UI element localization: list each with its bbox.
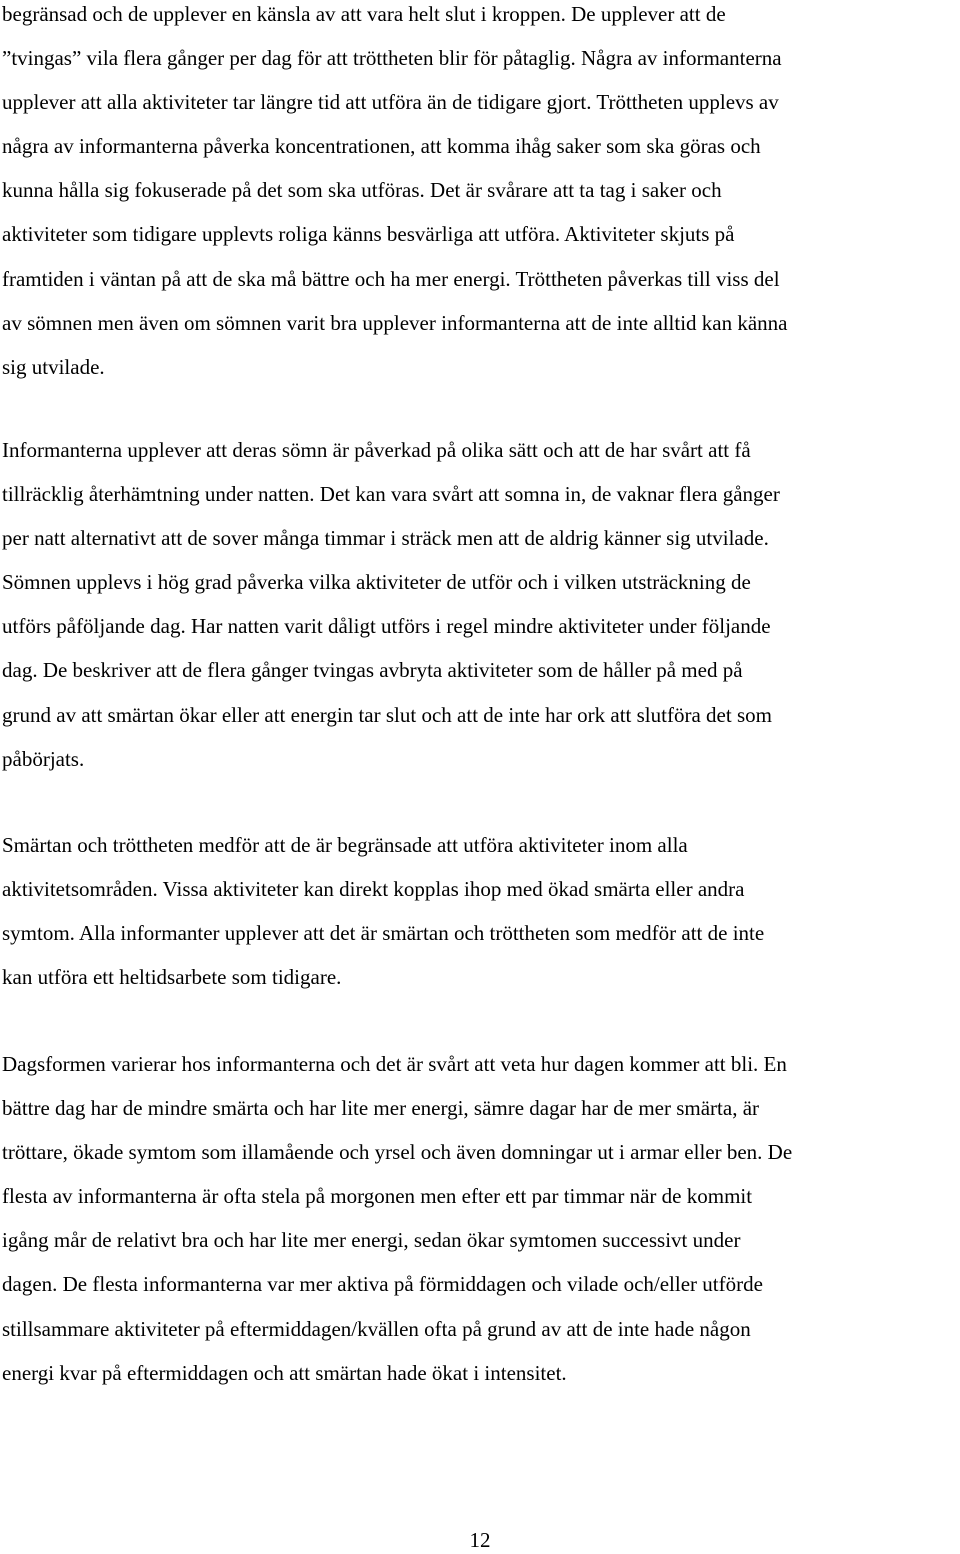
text-line: per natt alternativt att de sover många timmar i sträck men att de aldrig känner sig utvilade. xyxy=(2,526,769,551)
paragraph-3 xyxy=(2,823,954,999)
text-line: stillsammare aktiviteter på eftermiddagen/kvällen ofta på grund av att de inte hade någon xyxy=(2,1316,751,1341)
text-line: ”tvingas” vila flera gånger per dag för att tröttheten blir för påtaglig. Några av informanterna xyxy=(2,46,782,71)
text-line: sig utvilade. xyxy=(2,354,105,379)
text-line: Sömnen upplevs i hög grad påverka vilka aktiviteter de utför och i vilken utsträckning de xyxy=(2,570,751,595)
text-line: bättre dag har de mindre smärta och har lite mer energi, sämre dagar har de mer smärta, är xyxy=(2,1096,760,1121)
text-line: dagen. De flesta informanterna var mer aktiva på förmiddagen och vilade och/eller utförde xyxy=(2,1272,763,1297)
text-line: kunna hålla sig fokuserade på det som ska utföras. Det är svårare att ta tag i saker och xyxy=(2,178,722,203)
text-line: aktiviteter som tidigare upplevts roliga känns besvärliga att utföra. Aktiviteter skjuts på xyxy=(2,222,735,247)
text-line: tillräcklig återhämtning under natten. Det kan vara svårt att somna in, de vaknar flera gånger xyxy=(2,482,780,507)
text-line: Smärtan och tröttheten medför att de är begränsade att utföra aktiviteter inom alla xyxy=(2,833,688,857)
text-line: framtiden i väntan på att de ska må bättre och ha mer energi. Tröttheten påverkas till viss del xyxy=(2,266,780,291)
text-line: aktivitetsområden. Vissa aktiviteter kan direkt kopplas ihop med ökad smärta eller andra xyxy=(2,877,745,902)
text-line: påbörjats. xyxy=(2,746,85,771)
text-line: Dagsformen varierar hos informanterna och det är svårt att veta hur dagen kommer att bli. En xyxy=(2,1052,787,1076)
page-number: 12 xyxy=(469,1528,491,1552)
text-line: några av informanterna påverka koncentrationen, att komma ihåg saker som ska göras och xyxy=(2,134,761,159)
text-line: dag. De beskriver att de flera gånger tvingas avbryta aktiviteter som de håller på med på xyxy=(2,658,743,683)
text-line: symtom. Alla informanter upplever att det är smärtan och tröttheten som medför att de inte xyxy=(2,921,765,946)
text-line: av sömnen men även om sömnen varit bra upplever informanterna att de inte alltid kan känna xyxy=(2,310,788,335)
text-line: flesta av informanterna är ofta stela på morgonen men efter ett par timmar när de kommit xyxy=(2,1184,753,1209)
text-line: igång mår de relativt bra och har lite mer energi, sedan ökar symtomen successivt under xyxy=(2,1228,741,1253)
text-line: grund av att smärtan ökar eller att energin tar slut och att de inte har ork att slutföra det som xyxy=(2,702,772,727)
text-line: upplever att alla aktiviteter tar längre tid att utföra än de tidigare gjort. Tröttheten upplevs av xyxy=(2,90,779,115)
text-line: utförs påföljande dag. Har natten varit dåligt utförs i regel mindre aktiviteter under följande xyxy=(2,614,771,639)
paragraph-1 xyxy=(2,0,954,389)
text-line: kan utföra ett heltidsarbete som tidigare. xyxy=(2,965,342,990)
paragraph-2 xyxy=(2,428,954,781)
paragraph-4 xyxy=(2,1042,954,1395)
text-line: tröttare, ökade symtom som illamående och yrsel och även domningar ut i armar eller ben. De xyxy=(2,1140,793,1165)
text-line: begränsad och de upplever en känsla av att vara helt slut i kroppen. De upplever att de xyxy=(2,2,726,26)
text-line: Informanterna upplever att deras sömn är påverkad på olika sätt och att de har svårt att få xyxy=(2,438,751,462)
text-line: energi kvar på eftermiddagen och att smärtan hade ökat i intensitet. xyxy=(2,1360,567,1385)
